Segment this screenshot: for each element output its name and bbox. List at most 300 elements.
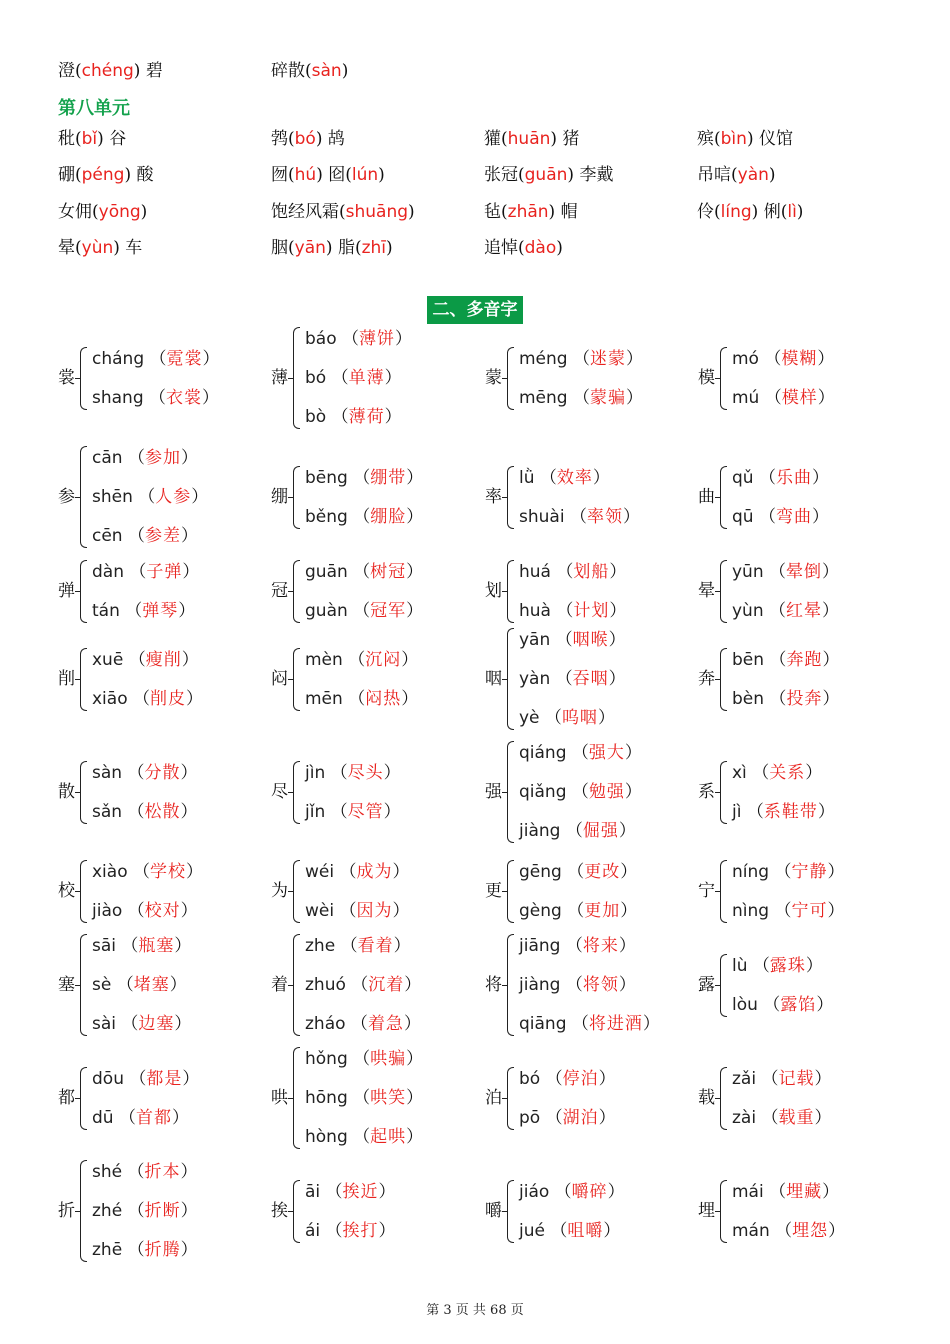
polyphone-char: 更 bbox=[485, 881, 502, 901]
polyphone-reading bbox=[305, 861, 410, 883]
brace-top bbox=[293, 1180, 300, 1213]
brace-tip bbox=[75, 1098, 80, 1099]
reading-word: 衣裳 bbox=[166, 387, 203, 408]
reading-word: 弯曲 bbox=[775, 506, 812, 527]
reading-word: 露珠 bbox=[769, 955, 806, 976]
polyphone-reading bbox=[732, 1220, 845, 1242]
brace-tip bbox=[75, 497, 80, 498]
paren: ( bbox=[518, 238, 525, 258]
paren: ） bbox=[181, 526, 198, 546]
polyphone-entry bbox=[58, 446, 271, 548]
paren: （ bbox=[127, 861, 151, 882]
paren: ） bbox=[827, 861, 845, 882]
polyphone-char: 埋 bbox=[698, 1201, 715, 1221]
paren: （ bbox=[335, 936, 358, 956]
paren: ( bbox=[305, 61, 312, 81]
brace bbox=[507, 860, 514, 923]
vocab-item bbox=[58, 236, 271, 260]
paren: （ bbox=[347, 561, 371, 582]
vocab-chars: 硼 bbox=[58, 165, 75, 185]
polyphone-reading bbox=[305, 935, 411, 957]
vocab-row bbox=[58, 127, 910, 151]
reading-word: 勉强 bbox=[588, 782, 625, 802]
polyphone-entry bbox=[271, 860, 484, 923]
polyphone-reading bbox=[92, 525, 198, 547]
vocab-pinyin: péng bbox=[81, 165, 125, 185]
paren: （ bbox=[320, 1181, 343, 1202]
paren: （ bbox=[334, 861, 357, 882]
reading-pinyin: sè bbox=[92, 975, 112, 995]
brace-top bbox=[720, 347, 727, 380]
reading-pinyin: gèng bbox=[519, 900, 562, 921]
brace bbox=[720, 560, 727, 623]
brace-top bbox=[507, 1067, 514, 1100]
reading-pinyin: wéi bbox=[305, 861, 335, 882]
polyphone-entry bbox=[58, 934, 271, 1036]
polyphone-entry bbox=[698, 860, 911, 923]
polyphone-entry bbox=[485, 466, 698, 529]
brace-tip bbox=[715, 591, 720, 592]
paren: ） bbox=[624, 782, 642, 802]
paren: ） bbox=[811, 506, 829, 527]
reading-pinyin: zhē bbox=[92, 1240, 123, 1260]
reading-word: 倔强 bbox=[582, 821, 619, 841]
polyphone-char: 宁 bbox=[698, 881, 715, 901]
vocab-pinyin: yōng bbox=[98, 202, 141, 222]
vocab-chars: 鸪 bbox=[322, 129, 345, 149]
reading-word: 瓶塞 bbox=[138, 936, 175, 956]
paren: ） bbox=[178, 600, 196, 621]
brace-top bbox=[293, 761, 300, 794]
polyphone-reading bbox=[519, 820, 636, 842]
paren: ） bbox=[180, 1201, 198, 1221]
paren: （ bbox=[566, 743, 589, 763]
reading-pinyin: hòng bbox=[305, 1127, 348, 1147]
paren: （ bbox=[746, 762, 770, 783]
vocab-item bbox=[58, 163, 271, 187]
polyphone-entry bbox=[485, 1180, 698, 1243]
reading-word: 参加 bbox=[144, 448, 181, 468]
reading-word: 乐曲 bbox=[775, 467, 812, 488]
paren: ） bbox=[618, 936, 636, 956]
brace-bottom bbox=[293, 590, 300, 623]
reading-word: 薄饼 bbox=[359, 329, 396, 349]
reading-pinyin: jǐn bbox=[305, 801, 326, 822]
reading-pinyin: qiáng bbox=[519, 743, 567, 763]
reading-word: 更加 bbox=[584, 900, 621, 921]
polyphone-entry bbox=[485, 741, 698, 843]
reading-word: 更改 bbox=[584, 861, 621, 882]
paren: （ bbox=[347, 1127, 371, 1147]
polyphone-char: 着 bbox=[271, 975, 288, 995]
polyphone-reading bbox=[519, 900, 637, 922]
reading-pinyin: bēng bbox=[305, 467, 348, 488]
brace bbox=[293, 934, 300, 1036]
vocab-row bbox=[58, 236, 697, 260]
polyphone-reading bbox=[305, 1087, 423, 1109]
reading-pinyin: mèn bbox=[305, 649, 343, 670]
brace-top bbox=[720, 761, 727, 794]
polyphone-entry bbox=[485, 560, 698, 623]
paren: ） bbox=[181, 649, 199, 670]
paren: ） bbox=[626, 387, 643, 408]
brace-top bbox=[80, 347, 87, 380]
polyphone-reading bbox=[732, 506, 829, 528]
paren: ） bbox=[383, 762, 401, 783]
brace-bottom bbox=[507, 1210, 514, 1243]
paren: ） bbox=[384, 368, 402, 388]
brace-bottom bbox=[80, 590, 87, 623]
reading-word: 挨近 bbox=[342, 1181, 379, 1202]
reading-word: 沉着 bbox=[368, 975, 405, 995]
vocab-item bbox=[58, 59, 271, 83]
paren: ） bbox=[816, 994, 834, 1015]
paren: ) bbox=[408, 202, 415, 222]
vocab-pinyin: yàn bbox=[737, 165, 769, 185]
brace-bottom bbox=[507, 496, 514, 529]
polyphone-char: 参 bbox=[58, 487, 75, 507]
brace-bottom bbox=[507, 890, 514, 923]
polyphone-char: 塞 bbox=[58, 975, 75, 995]
paren: （ bbox=[116, 1014, 139, 1034]
reading-pinyin: sài bbox=[92, 1014, 116, 1034]
paren: ） bbox=[395, 329, 413, 349]
paren: ） bbox=[406, 1088, 424, 1108]
reading-word: 强大 bbox=[588, 743, 625, 763]
polyphone-entry bbox=[58, 860, 271, 923]
paren: ） bbox=[182, 1068, 200, 1089]
reading-pinyin: cēn bbox=[92, 526, 123, 546]
reading-pinyin: zǎi bbox=[732, 1068, 757, 1089]
paren: ） bbox=[171, 1107, 189, 1128]
brace-top bbox=[80, 934, 87, 986]
paren: ) bbox=[768, 165, 776, 185]
polyphone-entry bbox=[698, 648, 911, 711]
brace-bottom bbox=[720, 590, 727, 623]
reading-word: 记载 bbox=[778, 1068, 815, 1089]
polyphone-reading bbox=[732, 600, 839, 622]
brace bbox=[720, 347, 727, 410]
polyphone-reading bbox=[305, 649, 418, 671]
paren: （ bbox=[757, 994, 781, 1015]
polyphone-char: 哄 bbox=[271, 1088, 288, 1108]
paren: （ bbox=[122, 1162, 145, 1182]
brace-top bbox=[80, 1067, 87, 1100]
reading-word: 划船 bbox=[573, 561, 610, 582]
reading-pinyin: cháng bbox=[92, 348, 145, 369]
reading-word: 呜咽 bbox=[561, 708, 598, 728]
reading-word: 起哄 bbox=[370, 1127, 407, 1147]
polyphone-reading bbox=[519, 935, 636, 957]
brace bbox=[507, 1180, 514, 1243]
brace-tip bbox=[75, 985, 80, 986]
reading-word: 沉闷 bbox=[365, 649, 402, 670]
paren: （ bbox=[763, 1181, 787, 1202]
brace bbox=[293, 1047, 300, 1149]
polyphone-char: 闷 bbox=[271, 669, 288, 689]
brace-bottom bbox=[507, 590, 514, 623]
polyphone-reading bbox=[519, 1013, 660, 1035]
reading-word: 宁静 bbox=[791, 861, 828, 882]
reading-pinyin: mó bbox=[732, 348, 759, 369]
vocab-pinyin: lì bbox=[787, 202, 797, 222]
reading-word: 哄笑 bbox=[370, 1088, 407, 1108]
reading-pinyin: bēn bbox=[732, 649, 765, 670]
paren: ） bbox=[827, 900, 845, 921]
brace-bottom bbox=[507, 678, 514, 730]
paren: ) bbox=[316, 165, 323, 185]
polyphone-char: 曲 bbox=[698, 487, 715, 507]
brace-bottom bbox=[80, 678, 87, 711]
brace-tip bbox=[75, 378, 80, 379]
reading-pinyin: dàn bbox=[92, 561, 124, 582]
paren: ） bbox=[811, 467, 829, 488]
paren: ） bbox=[182, 561, 200, 582]
paren: ） bbox=[186, 688, 204, 709]
vocab-pinyin: bó bbox=[294, 129, 316, 149]
polyphone-reading bbox=[519, 974, 636, 996]
reading-word: 将进酒 bbox=[588, 1014, 643, 1034]
paren: ） bbox=[598, 1107, 616, 1128]
reading-word: 闷热 bbox=[365, 688, 402, 709]
paren: （ bbox=[116, 936, 139, 956]
polyphone-char: 系 bbox=[698, 782, 715, 802]
polyphone-reading bbox=[305, 801, 401, 823]
polyphone-reading bbox=[92, 1161, 198, 1183]
reading-word: 迷蒙 bbox=[590, 348, 626, 369]
polyphone-reading bbox=[732, 762, 822, 784]
brace-tip bbox=[288, 1211, 293, 1212]
reading-word: 系鞋带 bbox=[763, 801, 818, 822]
paren: ( bbox=[75, 165, 82, 185]
paren: （ bbox=[127, 688, 151, 709]
polyphone-entry bbox=[271, 466, 484, 529]
paren: ） bbox=[620, 900, 638, 921]
polyphone-entry bbox=[271, 327, 484, 429]
paren: ） bbox=[202, 387, 220, 408]
reading-word: 蒙骗 bbox=[590, 387, 626, 408]
reading-word: 率领 bbox=[586, 506, 623, 527]
polyphone-entry bbox=[698, 1180, 911, 1243]
paren: ) bbox=[550, 129, 558, 149]
polyphone-char: 载 bbox=[698, 1088, 715, 1108]
brace bbox=[507, 1067, 514, 1130]
brace bbox=[720, 466, 727, 529]
brace-bottom bbox=[507, 1097, 514, 1130]
paren: ） bbox=[180, 801, 198, 822]
brace bbox=[293, 761, 300, 824]
reading-word: 成为 bbox=[356, 861, 393, 882]
polyphone-char: 绷 bbox=[271, 487, 288, 507]
brace-tip bbox=[75, 1211, 80, 1212]
paren: ) bbox=[341, 61, 349, 81]
paren: （ bbox=[544, 1220, 568, 1241]
reading-word: 学校 bbox=[150, 861, 187, 882]
paren: （ bbox=[123, 1068, 147, 1089]
reading-word: 折本 bbox=[144, 1162, 181, 1182]
vocab-chars: 谷 bbox=[103, 129, 127, 149]
paren: ） bbox=[592, 467, 610, 488]
reading-pinyin: níng bbox=[732, 861, 770, 882]
paren: （ bbox=[769, 900, 792, 921]
paren: ） bbox=[406, 1127, 424, 1147]
brace-tip bbox=[502, 985, 507, 986]
paren: ) bbox=[315, 129, 323, 149]
brace bbox=[293, 466, 300, 529]
brace bbox=[80, 648, 87, 711]
paren: （ bbox=[539, 708, 562, 728]
reading-word: 湖泊 bbox=[562, 1107, 599, 1128]
brace-bottom bbox=[293, 791, 300, 824]
paren: ） bbox=[392, 900, 410, 921]
brace-tip bbox=[288, 679, 293, 680]
paren: ( bbox=[75, 238, 82, 258]
reading-pinyin: xiào bbox=[92, 861, 128, 882]
paren: （ bbox=[119, 600, 143, 621]
polyphone-char: 模 bbox=[698, 368, 715, 388]
brace-tip bbox=[288, 1098, 293, 1099]
brace-bottom bbox=[720, 377, 727, 410]
brace-top bbox=[720, 860, 727, 893]
paren: ( bbox=[501, 202, 508, 222]
brace-bottom bbox=[80, 377, 87, 410]
polyphone-reading bbox=[305, 1181, 396, 1203]
vocab-pinyin: lún bbox=[351, 165, 379, 185]
paren: （ bbox=[320, 1220, 343, 1241]
vocab-chars: 鹁 bbox=[271, 129, 288, 149]
polyphone-reading bbox=[519, 707, 615, 729]
reading-pinyin: jiào bbox=[92, 900, 123, 921]
polyphone-entry bbox=[698, 347, 911, 410]
paren: （ bbox=[111, 975, 134, 995]
polyphone-char: 泊 bbox=[485, 1088, 502, 1108]
brace-top bbox=[507, 934, 514, 986]
paren: ） bbox=[406, 467, 424, 488]
reading-word: 露馅 bbox=[780, 994, 817, 1015]
paren: （ bbox=[561, 861, 585, 882]
paren: ） bbox=[383, 801, 401, 822]
polyphone-reading bbox=[92, 900, 198, 922]
polyphone-reading bbox=[92, 801, 197, 823]
paren: （ bbox=[347, 1088, 371, 1108]
reading-pinyin: méng bbox=[519, 348, 568, 369]
polyphone-entry bbox=[271, 1047, 484, 1149]
brace-tip bbox=[502, 891, 507, 892]
paren: （ bbox=[560, 936, 583, 956]
polyphone-entry bbox=[485, 934, 698, 1036]
reading-pinyin: cān bbox=[92, 448, 123, 468]
vocab-chars: 胭 bbox=[271, 238, 288, 258]
paren: ( bbox=[288, 165, 295, 185]
vocab-item bbox=[271, 127, 484, 151]
paren: （ bbox=[550, 669, 573, 689]
reading-pinyin: qǔ bbox=[732, 467, 754, 488]
polyphone-reading bbox=[305, 467, 423, 489]
reading-word: 首都 bbox=[135, 1107, 172, 1128]
paren: （ bbox=[550, 630, 573, 650]
paren: （ bbox=[769, 1220, 793, 1241]
brace-tip bbox=[288, 591, 293, 592]
paren: ） bbox=[392, 861, 410, 882]
paren: ) bbox=[386, 238, 393, 258]
paren: （ bbox=[756, 1107, 779, 1128]
paren: ） bbox=[805, 955, 823, 976]
paren: ） bbox=[805, 762, 823, 783]
paren: （ bbox=[122, 762, 145, 783]
reading-pinyin: xì bbox=[732, 762, 747, 783]
paren: （ bbox=[763, 600, 787, 621]
polyphone-reading bbox=[92, 1239, 198, 1261]
reading-pinyin: ái bbox=[305, 1220, 321, 1241]
polyphone-entry bbox=[271, 560, 484, 623]
brace-top bbox=[507, 466, 514, 499]
vocab-chars: 囫 bbox=[271, 165, 288, 185]
polyphone-reading bbox=[92, 486, 208, 508]
polyphone-char: 校 bbox=[58, 881, 75, 901]
vocab-chars: 女佣 bbox=[58, 202, 92, 222]
paren: ) bbox=[567, 165, 575, 185]
polyphone-reading bbox=[305, 974, 421, 996]
vocab-chars: 脂 bbox=[332, 238, 355, 258]
reading-word: 都是 bbox=[146, 1068, 183, 1089]
brace bbox=[507, 560, 514, 623]
brace-top bbox=[720, 954, 727, 987]
paren: （ bbox=[758, 348, 782, 369]
paren: （ bbox=[123, 561, 147, 582]
brace bbox=[293, 560, 300, 623]
reading-pinyin: báo bbox=[305, 329, 337, 349]
paren: ） bbox=[642, 1014, 660, 1034]
paren: ） bbox=[180, 1240, 198, 1260]
polyphone-reading bbox=[732, 861, 844, 883]
paren: （ bbox=[741, 801, 764, 822]
brace-tip bbox=[75, 591, 80, 592]
reading-pinyin: lòu bbox=[732, 994, 758, 1015]
brace-bottom bbox=[80, 496, 87, 548]
paren: ） bbox=[622, 506, 640, 527]
vocab-pinyin: huān bbox=[507, 129, 551, 149]
paren: ) bbox=[325, 238, 333, 258]
polyphone-reading bbox=[519, 348, 643, 370]
polyphone-reading bbox=[732, 467, 829, 489]
brace-bottom bbox=[507, 377, 514, 410]
vocab-item bbox=[484, 127, 697, 151]
paren: （ bbox=[325, 801, 348, 822]
polyphone-reading bbox=[732, 1068, 831, 1090]
reading-word: 折腾 bbox=[144, 1240, 181, 1260]
brace bbox=[507, 466, 514, 529]
brace-top bbox=[507, 1180, 514, 1213]
polyphone-reading bbox=[92, 1013, 191, 1035]
paren: ) bbox=[97, 129, 104, 149]
paren: ） bbox=[403, 1014, 421, 1034]
paren: （ bbox=[122, 1201, 145, 1221]
paren: （ bbox=[763, 561, 787, 582]
paren: （ bbox=[753, 506, 776, 527]
paren: （ bbox=[560, 975, 583, 995]
polyphone-char: 露 bbox=[698, 975, 715, 995]
paren: ） bbox=[406, 561, 424, 582]
paren: ） bbox=[822, 561, 840, 582]
polyphone-entry bbox=[698, 954, 911, 1017]
brace-tip bbox=[75, 891, 80, 892]
paren: （ bbox=[540, 1068, 563, 1089]
vocab-chars: 殡 bbox=[697, 129, 714, 149]
polyphone-reading bbox=[305, 688, 418, 710]
reading-pinyin: guàn bbox=[305, 600, 348, 621]
reading-pinyin: shēn bbox=[92, 487, 133, 507]
paren: ( bbox=[714, 129, 721, 149]
